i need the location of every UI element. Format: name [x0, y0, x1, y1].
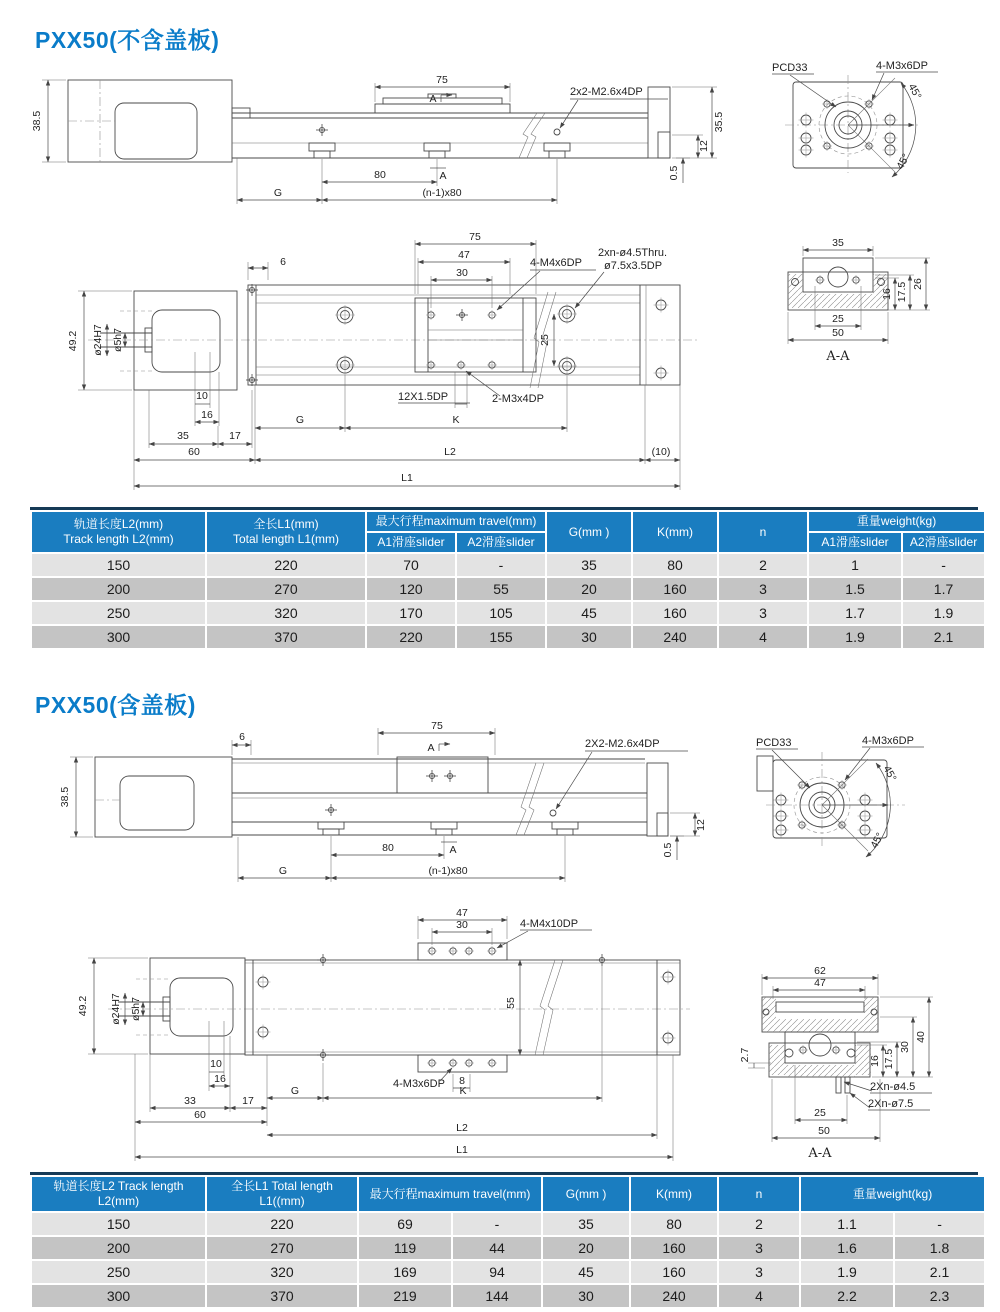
dim-label: 75 [469, 231, 481, 243]
dim-label: 16 [869, 1055, 881, 1067]
callout-label: PCD33 [772, 62, 808, 74]
dim-label: G [290, 1085, 300, 1097]
data-cell: 3 [719, 578, 807, 600]
dim-label: 80 [374, 169, 386, 181]
data-cell: 220 [367, 626, 455, 648]
dim-label: 50 [832, 327, 844, 339]
data-cell: 300 [32, 626, 205, 648]
callout-label: 4-M3x6DP [862, 735, 914, 747]
header-cell: n [719, 1177, 799, 1211]
section-marker: A [449, 844, 457, 856]
header-cell: A2滑座slider [457, 533, 545, 552]
dim-label: 6 [239, 731, 245, 743]
data-cell: 144 [453, 1285, 541, 1307]
callout-label: 2X2-M2.6x4DP [585, 738, 660, 750]
dim-label: 60 [194, 1109, 206, 1121]
table-row [32, 1237, 984, 1259]
callout-label: 4-M3x6DP [393, 1078, 445, 1090]
data-cell: 270 [207, 578, 365, 600]
dim-label: 17 [242, 1095, 254, 1107]
dim-label: 26 [912, 278, 924, 290]
header-cell: G(mm ) [543, 1177, 629, 1211]
dim-label: 49.2 [67, 330, 79, 352]
data-cell: 220 [207, 1213, 357, 1235]
data-cell: - [457, 554, 545, 576]
dim-label: 35 [177, 430, 189, 442]
callout-label: 2xn-ø4.5Thru. [598, 247, 668, 259]
data-cell: 1.7 [903, 578, 984, 600]
dim-label: L2 [444, 446, 456, 458]
dim-label: 35.5 [713, 111, 725, 133]
data-cell: 4 [719, 626, 807, 648]
header-cell: G(mm ) [547, 512, 631, 552]
callout-label: 2Xn-ø7.5 [868, 1098, 914, 1110]
callout-label: 12X1.5DP [398, 391, 449, 403]
data-cell: 70 [367, 554, 455, 576]
header-cell: 全长L1 Total length L1((mm) [207, 1177, 357, 1211]
data-cell: 45 [543, 1261, 629, 1283]
data-cell: 150 [32, 554, 205, 576]
dim-label: G [295, 414, 305, 426]
dim-label: 75 [431, 720, 443, 732]
data-cell: 20 [547, 578, 631, 600]
data-cell: 160 [631, 1261, 717, 1283]
data-cell: 30 [543, 1285, 629, 1307]
data-cell: 80 [631, 1213, 717, 1235]
data-cell: 220 [207, 554, 365, 576]
data-cell: 35 [543, 1213, 629, 1235]
dim-label: 47 [458, 249, 470, 261]
section-marker: A [429, 93, 437, 105]
data-cell: 30 [547, 626, 631, 648]
dim-label: 80 [382, 842, 394, 854]
data-cell: 320 [207, 602, 365, 624]
dim-label: ø24H7 [92, 324, 104, 356]
dim-label: 30 [456, 267, 468, 279]
data-cell: 3 [719, 1261, 799, 1283]
data-cell: 44 [453, 1237, 541, 1259]
data-cell: - [903, 554, 984, 576]
data-cell: 69 [359, 1213, 451, 1235]
angle-label: 45° [880, 763, 899, 784]
data-cell: 169 [359, 1261, 451, 1283]
data-cell: 160 [633, 578, 717, 600]
spec-table-no-cover [30, 507, 978, 650]
dim-label: 0.5 [662, 842, 674, 858]
data-cell: 170 [367, 602, 455, 624]
drawing-side-view-no-cover [0, 55, 1000, 235]
data-cell: 240 [633, 626, 717, 648]
dim-label: 25 [539, 334, 551, 346]
dim-label: G [278, 865, 288, 877]
dim-label: 25 [832, 313, 844, 325]
section2-title: PXX50(含盖板) [35, 692, 196, 718]
dim-label: ø5h7 [130, 997, 142, 1021]
data-cell: 2.1 [895, 1261, 984, 1283]
data-cell: 3 [719, 602, 807, 624]
header-cell: 轨道长度L2(mm) Track length L2(mm) [32, 512, 205, 552]
angle-label: 45° [894, 151, 913, 172]
angle-label: 45° [868, 830, 887, 851]
dim-label: ø24H7 [110, 993, 122, 1025]
header-cell: 全长L1(mm) Total length L1(mm) [207, 512, 365, 552]
section1-title: PXX50(不含盖板) [35, 27, 220, 53]
table-row [32, 1261, 984, 1283]
data-cell: 155 [457, 626, 545, 648]
data-cell: 2.2 [801, 1285, 893, 1307]
drawing-side-view-with-cover [0, 718, 1000, 908]
dim-label: 38.5 [31, 110, 43, 132]
header-cell: 轨道长度L2 Track length L2(mm) [32, 1177, 205, 1211]
callout-label: ø7.5x3.5DP [604, 260, 663, 272]
data-cell: 160 [633, 602, 717, 624]
dim-label: 75 [436, 74, 448, 86]
data-cell: 94 [453, 1261, 541, 1283]
callout-label: 4-M3x6DP [876, 60, 928, 72]
section-label: A-A [808, 1146, 832, 1161]
section-marker: A [427, 742, 435, 754]
dim-label: 16 [214, 1073, 226, 1085]
data-cell: 370 [207, 626, 365, 648]
spec-table-with-cover [30, 1172, 978, 1309]
dim-label: 2.7 [739, 1047, 751, 1063]
dim-label: 55 [505, 997, 517, 1009]
data-cell: 2.3 [895, 1285, 984, 1307]
dim-label: 25 [814, 1107, 826, 1119]
data-cell: 1.7 [809, 602, 901, 624]
data-cell: 45 [547, 602, 631, 624]
data-cell: 120 [367, 578, 455, 600]
dim-label: (n-1)x80 [422, 187, 462, 199]
dim-label: 47 [814, 977, 826, 989]
drawing-plan-view-no-cover [0, 230, 1000, 511]
table-row [32, 626, 984, 648]
dim-label: 33 [184, 1095, 196, 1107]
dim-label: L1 [456, 1144, 468, 1156]
table-row [32, 578, 984, 600]
dim-label: 17.5 [883, 1048, 895, 1070]
callout-label: 2x2-M2.6x4DP [570, 86, 643, 98]
data-cell: 1 [809, 554, 901, 576]
data-cell: 2 [719, 554, 807, 576]
data-cell: 300 [32, 1285, 205, 1307]
data-cell: 2.1 [903, 626, 984, 648]
dim-label: 17 [229, 430, 241, 442]
dim-label: 0.5 [668, 165, 680, 181]
callout-label: PCD33 [756, 737, 792, 749]
data-cell: 1.8 [895, 1237, 984, 1259]
data-cell: 1.9 [801, 1261, 893, 1283]
dim-label: 12 [698, 140, 710, 152]
angle-label: 45° [905, 81, 924, 102]
data-cell: 250 [32, 1261, 205, 1283]
dim-label: 30 [899, 1041, 911, 1053]
dim-label: 50 [818, 1125, 830, 1137]
section-marker: A [439, 170, 447, 182]
data-cell: 320 [207, 1261, 357, 1283]
header-cell: A2滑座slider [903, 533, 984, 552]
data-cell: - [895, 1213, 984, 1235]
header-cell: 最大行程maximum travel(mm) [367, 512, 545, 531]
dim-label: 17.5 [896, 281, 908, 303]
dim-label: (n-1)x80 [428, 865, 468, 877]
callout-label: 2Xn-ø4.5 [870, 1081, 916, 1093]
header-cell: A1滑座slider [367, 533, 455, 552]
callout-label: 2-M3x4DP [492, 393, 544, 405]
dim-label: 60 [188, 446, 200, 458]
data-cell: 150 [32, 1213, 205, 1235]
dim-label: 8 [459, 1075, 465, 1087]
dim-label: 10 [196, 390, 208, 402]
header-cell: K(mm) [631, 1177, 717, 1211]
data-cell: 1.9 [809, 626, 901, 648]
data-cell: 1.6 [801, 1237, 893, 1259]
dim-label: 47 [456, 907, 468, 919]
dim-label: 30 [456, 919, 468, 931]
data-cell: 270 [207, 1237, 357, 1259]
section-label: A-A [826, 349, 850, 364]
data-cell: 55 [457, 578, 545, 600]
data-cell: 250 [32, 602, 205, 624]
dim-label: 38.5 [59, 786, 71, 808]
data-cell: 240 [631, 1285, 717, 1307]
data-cell: 1.9 [903, 602, 984, 624]
data-cell: 35 [547, 554, 631, 576]
dim-label: 12 [695, 819, 707, 831]
data-cell: 370 [207, 1285, 357, 1307]
dim-label: K [452, 414, 460, 426]
dim-label: L1 [401, 472, 413, 484]
dim-label: ø5h7 [112, 328, 124, 352]
callout-label: 4-M4x10DP [520, 918, 579, 930]
data-cell: 1.1 [801, 1213, 893, 1235]
data-cell: 160 [631, 1237, 717, 1259]
header-cell: 最大行程maximum travel(mm) [359, 1177, 541, 1211]
table-row [32, 1285, 984, 1307]
table-row [32, 602, 984, 624]
callout-label: 4-M4x6DP [530, 257, 582, 269]
header-cell: n [719, 512, 807, 552]
data-cell: 200 [32, 1237, 205, 1259]
dim-label: 16 [881, 288, 893, 300]
table-row [32, 1213, 984, 1235]
dim-label: 40 [915, 1031, 927, 1043]
data-cell: 1.5 [809, 578, 901, 600]
dim-label: 35 [832, 237, 844, 249]
dim-label: 49.2 [77, 995, 89, 1017]
data-cell: 4 [719, 1285, 799, 1307]
header-cell: 重量weight(kg) [801, 1177, 984, 1211]
data-cell: - [453, 1213, 541, 1235]
dim-label: G [273, 187, 283, 199]
table-row [32, 554, 984, 576]
data-cell: 219 [359, 1285, 451, 1307]
data-cell: 105 [457, 602, 545, 624]
data-cell: 3 [719, 1237, 799, 1259]
header-cell: K(mm) [633, 512, 717, 552]
data-cell: 2 [719, 1213, 799, 1235]
dim-label: K [459, 1085, 467, 1097]
data-cell: 20 [543, 1237, 629, 1259]
drawing-plan-view-with-cover [0, 905, 1000, 1175]
dim-label: L2 [456, 1122, 468, 1134]
header-cell: 重量weight(kg) [809, 512, 984, 531]
dim-label: 62 [814, 965, 826, 977]
dim-label: 10 [210, 1058, 222, 1070]
dim-label: 6 [280, 256, 286, 268]
data-cell: 119 [359, 1237, 451, 1259]
dim-label: 16 [201, 409, 213, 421]
dim-label: (10) [651, 446, 671, 458]
header-cell: A1滑座slider [809, 533, 901, 552]
data-cell: 200 [32, 578, 205, 600]
data-cell: 80 [633, 554, 717, 576]
